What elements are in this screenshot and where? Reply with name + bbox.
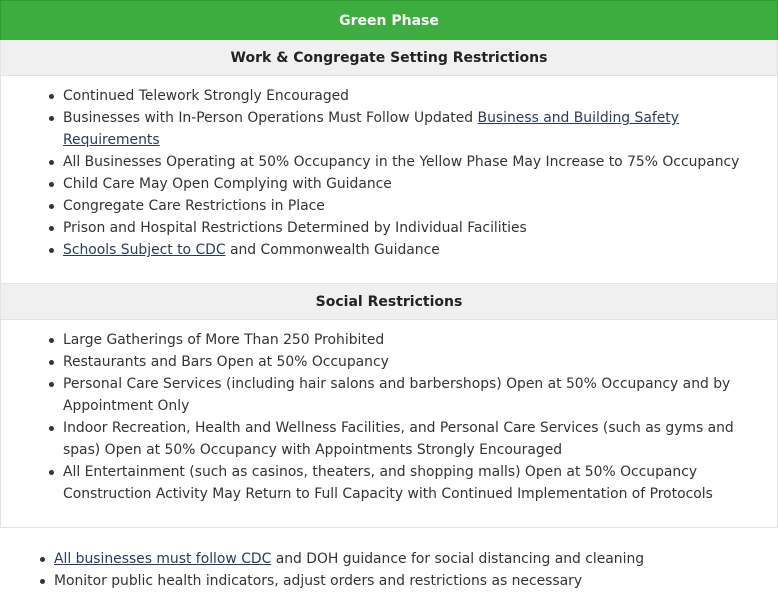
- item-text: Large Gatherings of More Than 250 Prohibited: [63, 332, 385, 348]
- social-restrictions-list: [1, 320, 777, 505]
- list-item: [63, 107, 757, 151]
- work-restrictions-section: [0, 76, 778, 284]
- social-restrictions-title: Social Restrictions: [315, 293, 463, 310]
- schools-cdc-link[interactable]: Schools Subject to CDC: [63, 242, 226, 258]
- list-item: [63, 373, 757, 417]
- list-item: [63, 217, 757, 239]
- item-text: Monitor public health indicators, adjust orders and restrictions as necessary: [54, 573, 583, 589]
- list-item: [63, 417, 757, 461]
- list-item: [63, 329, 757, 351]
- list-item: [63, 85, 757, 107]
- item-text: Businesses with In-Person Operations Must Follow Updated: [63, 110, 478, 126]
- social-restrictions-section: [0, 320, 778, 528]
- item-text: and Commonwealth Guidance: [225, 242, 440, 258]
- list-item: [63, 239, 757, 261]
- item-text: Restaurants and Bars Open at 50% Occupancy: [63, 354, 389, 370]
- item-text-continued: Construction Activity May Return to Full Capacity with Continued Implementation of Protocols: [63, 486, 713, 502]
- list-item: [63, 351, 757, 373]
- list-item: [63, 195, 757, 217]
- phase-title: Green Phase: [339, 12, 439, 29]
- work-restrictions-header: [0, 40, 778, 76]
- item-text: Personal Care Services (including hair salons and barbershops) Open at 50% Occupancy and by Appointment Only: [63, 376, 731, 414]
- item-text: Child Care May Open Complying with Guidance: [63, 176, 392, 192]
- item-text: All Entertainment (such as casinos, theaters, and shopping malls) Open at 50% Occupancy: [63, 464, 698, 480]
- work-restrictions-list: [1, 76, 777, 261]
- footer-list: [0, 528, 778, 592]
- social-restrictions-header: [0, 284, 778, 320]
- item-text: Congregate Care Restrictions in Place: [63, 198, 325, 214]
- item-text: Prison and Hospital Restrictions Determined by Individual Facilities: [63, 220, 527, 236]
- item-text: Indoor Recreation, Health and Wellness Facilities, and Personal Care Services (such as gyms and spas) Open at 50% Occupancy with Appointments Strongly Encouraged: [63, 420, 734, 458]
- list-item: [54, 570, 758, 592]
- item-text: Continued Telework Strongly Encouraged: [63, 88, 350, 104]
- cdc-guidance-link[interactable]: All businesses must follow CDC: [54, 551, 272, 567]
- list-item: [54, 548, 758, 570]
- item-text: All Businesses Operating at 50% Occupancy in the Yellow Phase May Increase to 75% Occupancy: [63, 154, 740, 170]
- list-item: [63, 173, 757, 195]
- work-restrictions-title: Work & Congregate Setting Restrictions: [230, 49, 548, 66]
- list-item: [63, 461, 757, 505]
- item-text: and DOH guidance for social distancing and cleaning: [271, 551, 645, 567]
- phase-header: [0, 0, 778, 40]
- list-item: [63, 151, 757, 173]
- business-safety-requirements-link[interactable]: Business and Building Safety Requirements: [63, 110, 679, 148]
